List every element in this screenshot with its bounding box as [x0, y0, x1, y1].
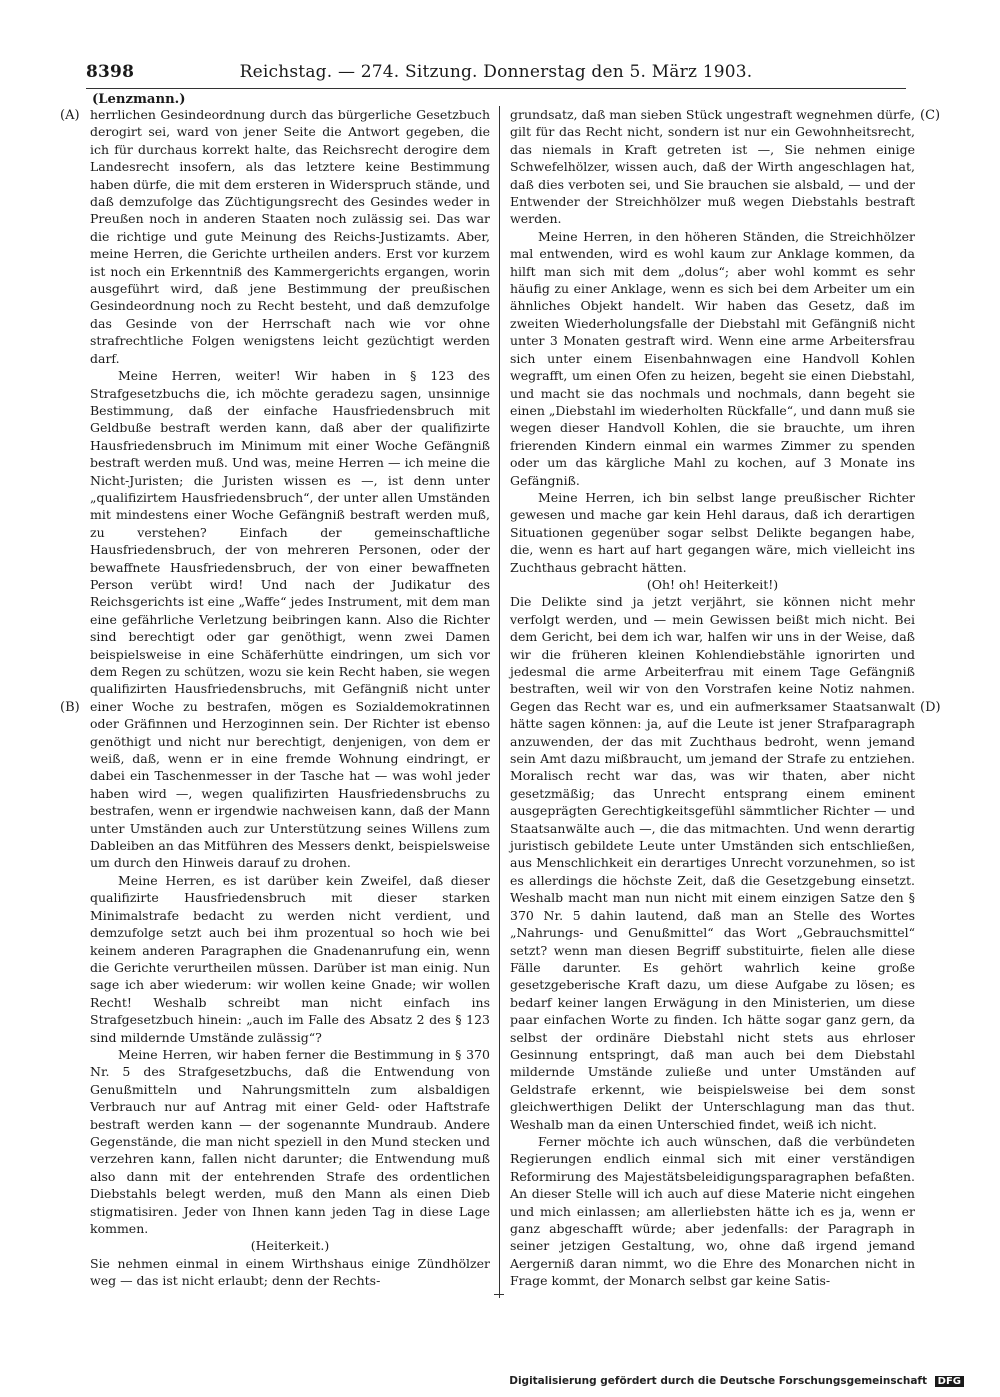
interjection: (Heiterkeit.): [250, 1238, 330, 1254]
paragraph: Sie nehmen einmal in einem Wirthshaus einige Zündhölzer weg — das ist nicht erlaubt; denn der Rechts-: [90, 1255, 490, 1289]
margin-mark-a: (A): [60, 108, 80, 123]
digitization-credit: [509, 1375, 964, 1387]
left-column: [90, 106, 490, 1290]
paragraph: Ferner möchte ich auch wünschen, daß die verbündeten Regierungen endlich einmal sich mit einer verständigen Reformirung des Majestätsbeleidigungsparagraphen befaßten. An dieser Stelle will ich auch auf diese Materie nicht eingehen und mich einlassen; am allerliebsten hätte ich es ja, wenn er ganz abgeschafft würde; aber jedenfalls: der Paragraph in seiner jetzigen Gestaltung, wo, ohne daß irgend jemand Aergerniß daran nimmt, wo die Ehre des Monarchen nicht in Frage kommt, der Monarch selbst gar keine Satis-: [510, 1133, 915, 1289]
speaker-name: (Lenzmann.): [92, 92, 186, 107]
paragraph: Die Delikte sind ja jetzt verjährt, sie können nicht mehr verfolgt werden, und — mein Gewissen beißt mich nicht. Bei dem Gericht, bei dem ich war, halfen wir uns in der Weise, daß wir die früheren kleinen Kohlendiebstähle ignorirten und jedesmal die arme Arbeiterfrau mit einem Tage Gefängniß bestraften, weil wir von den Vorstrafen keine Notiz nahmen. Gegen das Recht war es, und ein aufmerksamer Staatsanwalt hätte sagen können: ja, auf die Leute ist jener Strafparagraph anzuwenden, der das mit Zuchthaus bedroht, wenn jemand sein Amt dazu mißbraucht, um jemand der Strafe zu entziehen. Moralisch recht war das, was wir thaten, aber nicht gesetzmäßig; das Unrecht entsprang einem eminent ausgeprägten Gerechtigkeitsgefühl sämmtlicher Richter — und Staatsanwälte auch —, die das mitmachten. Und wenn derartig juristisch gebildete Leute unter Umständen sich entschließen, aus Menschlichkeit ein derartiges Unrecht vorzunehmen, so ist es allerdings die höchste Zeit, daß die Gesetzgebung einsetzt. Weshalb macht man nun nicht mit einem einzigen Satze den § 370 Nr. 5 dahin lautend, daß man an Stelle des Wortes „Nahrungs- und Genußmittel“ das Wort „Gebrauchsmittel“ setzt? wenn man diesen Begriff substituirte, fielen alle diese Fälle darunter. Es gehört wahrlich keine große gesetzgeberische Kraft dazu, um diese Aufgabe zu lösen; es bedarf keiner langen Erwägung in den Ministerien, um diese paar einfachen Worte zu finden. Ich hätte sogar ganz gern, da selbst der ordinäre Diebstahl nicht stets aus ehrloser Gesinnung entspringt, daß man auch bei dem Diebstahl mildernde Umstände zuließe und unter Umständen auf Geldstrafe erkennt, wie beispielsweise bei dem sonst gleichwerthigen Delikt der Unterschlagung man das thut. Weshalb man da einen Unterschied findet, weiß ich nicht.: [510, 594, 915, 1132]
page-header: [86, 62, 906, 88]
column-divider-end: [494, 1294, 504, 1295]
interjection: (Oh! oh! Heiterkeit!): [646, 576, 779, 592]
margin-mark-c: (C): [920, 108, 941, 123]
paragraph: Meine Herren, weiter! Wir haben in § 123 des Strafgesetzbuchs die, ich möchte geradezu sagen, unsinnige Bestimmung, daß der einfache Hausfriedensbruch mit Geldbuße bestraft werden kann, daß aber der qualifizirte Hausfriedensbruch im Minimum mit einer Woche Gefängniß bestraft werden muß. Und was, meine Herren — ich meine die Nicht-Juristen; die Juristen wissen es —, ist denn unter „qualifizirtem Hausfriedensbruch“, der unter allen Umständen mit mindestens einer Woche Gefängniß bestraft werden muß, zu verstehen? Einfach der gemeinschaftliche Hausfriedensbruch, der von mehreren Personen, oder der bewaffnete Hausfriedensbruch, der von einer bewaffneten Person verübt wird! Und nach der Judikatur des Reichsgerichts ist eine „Waffe“ jedes Instrument, mit dem man eine gefährliche Verletzung beibringen kann. Also die Richter sind berechtigt oder gar genöthigt, wenn zwei Damen beispielsweise in eine Schäferhütte eindringen, um sich vor dem Regen zu schützen, wozu sie kein Recht haben, sie wegen qualifizirten Hausfriedensbruchs, mit Gefängniß nicht unter einer Woche zu bestrafen, mögen es Sozialdemokratinnen oder Gräfinnen und Herzoginnen sein. Der Richter ist ebenso genöthigt und nicht nur berechtigt, denjenigen, von dem er weiß, daß, wenn er in eine fremde Wohnung eindringt, er dabei ein Taschenmesser in der Tasche hat — was wohl jeder haben wird —, wegen qualifizirten Hausfriedensbruchs zu bestrafen, wenn er irgendwie nachweisen kann, daß der Mann unter Umständen auch zur Unterstützung seines Willens zum Dableiben an das Mitführen des Messers denkt, beispielsweise um durch den Hinweis darauf zu drohen.: [90, 368, 490, 871]
margin-mark-b: (B): [60, 700, 80, 715]
paragraph: herrlichen Gesindeordnung durch das bürgerliche Gesetzbuch derogirt sei, ward von jener Seite die Antwort gegeben, die ich für durchaus korrekt halte, das Reichsrecht derogire dem Landesrecht insofern, als das letztere keine Bestimmung haben dürfe, die mit dem ersteren in Widerspruch stände, und daß demzufolge das Züchtigungsrecht des Gesindes weder in Preußen noch in anderen Staaten noch zulässig sei. Das war die richtige und gute Meinung des Reichs-Justizamts. Aber, meine Herren, die Gerichte urtheilen anders. Erst vor kurzem ist noch ein Erkenntniß des Kammergerichts ergangen, worin ausgeführt wird, daß jene Bestimmung der preußischen Gesindeordnung noch zu Recht besteht, und daß demzufolge das Gesinde von der Herrschaft nach wie vor ohne strafrechtliche Folgen wenigstens leicht gezüchtigt werden darf.: [90, 107, 490, 366]
right-column: [510, 106, 915, 1290]
paragraph: grundsatz, daß man sieben Stück ungestraft wegnehmen dürfe, gilt für das Recht nicht, sondern ist nur ein Gewohnheitsrecht, das niemals in Kraft getreten ist —, Sie nehmen einige Schwefelhölzer, wissen auch, daß der Wirth angeschlagen hat, daß dies verboten sei, und Sie brauchen sie alsbald, — und der Entwender der Streichhölzer muß wegen Diebstahls bestraft werden.: [510, 107, 915, 227]
paragraph: Meine Herren, ich bin selbst lange preußischer Richter gewesen und mache gar kein Hehl daraus, daß ich derartigen Situationen gegenüber sogar selbst Delikte begangen habe, die, wenn es hart auf hart gegangen wäre, mich vielleicht ins Zuchthaus gebracht hätten.: [510, 489, 915, 575]
page-number: 8398: [86, 62, 135, 82]
paragraph: Meine Herren, in den höheren Ständen, die Streichhölzer mal entwenden, wird es wohl kaum zur Anklage kommen, da hilft man sich mit dem „dolus“; aber wohl kommt es sehr häufig zu einer Anklage, wenn es sich bei dem Arbeiter um ein ähnliches Objekt handelt. Wir haben das Gesetz, daß im zweiten Wiederholungsfalle der Diebstahl mit Gefängniß nicht unter 3 Monaten gestraft wird. Wenn eine arme Arbeitersfrau sich unter einem Eisenbahnwagen eine Handvoll Kohlen wegrafft, um einen Ofen zu heizen, begeht sie einen Diebstahl, und macht sie das nochmals und nochmals, dann begeht sie einen „Diebstahl im wiederholten Rückfalle“, und dann muß sie wegen dieser Handvoll Kohlen, die sie brauchte, um ihren frierenden Kindern einmal ein warmes Zimmer zu spenden oder um das kärgliche Mahl zu kochen, auf 3 Monate ins Gefängniß.: [510, 228, 915, 488]
header-rule: [86, 88, 906, 89]
paragraph: Meine Herren, wir haben ferner die Bestimmung in § 370 Nr. 5 des Strafgesetzbuchs, daß die Entwendung von Genußmitteln und Nahrungsmitteln zum alsbaldigen Verbrauch nur auf Antrag mit einer Geld- oder Haftstrafe bestraft werden kann — der sogenannte Mundraub. Andere Gegenstände, die man nicht speziell in den Mund stecken und verzehren kann, fallen nicht darunter; die Entwendung muß also dann mit der entehrenden Strafe des ordentlichen Diebstahls belegt werden, muß den Mann als einen Dieb stigmatisiren. Jeder von Ihnen kann jeden Tag in diese Lage kommen.: [90, 1046, 490, 1236]
credit-text: Digitalisierung gefördert durch die Deutsche Forschungsgemeinschaft: [509, 1375, 927, 1387]
column-divider: [499, 106, 500, 1298]
running-title: Reichstag. — 274. Sitzung. Donnerstag den 5. März 1903.: [239, 62, 753, 82]
dfg-logo: DFG: [935, 1376, 964, 1387]
margin-mark-d: (D): [920, 700, 941, 715]
paragraph: Meine Herren, es ist darüber kein Zweifel, daß dieser qualifizirte Hausfriedensbruch mit dieser starken Minimalstrafe bedacht zu werden nicht verdient, und demzufolge setzt auch bei ihm prozentual so hoch wie bei keinem anderen Paragraphen die Gnadenanrufung ein, wenn die Gerichte verurtheilen müssen. Darüber ist man einig. Nun sage ich aber wiederum: wir wollen keine Gnade; wir wollen Recht! Weshalb schreibt man nicht einfach ins Strafgesetzbuch hinein: „auch im Falle des Absatz 2 des § 123 sind mildernde Umstände zulässig“?: [90, 872, 490, 1045]
